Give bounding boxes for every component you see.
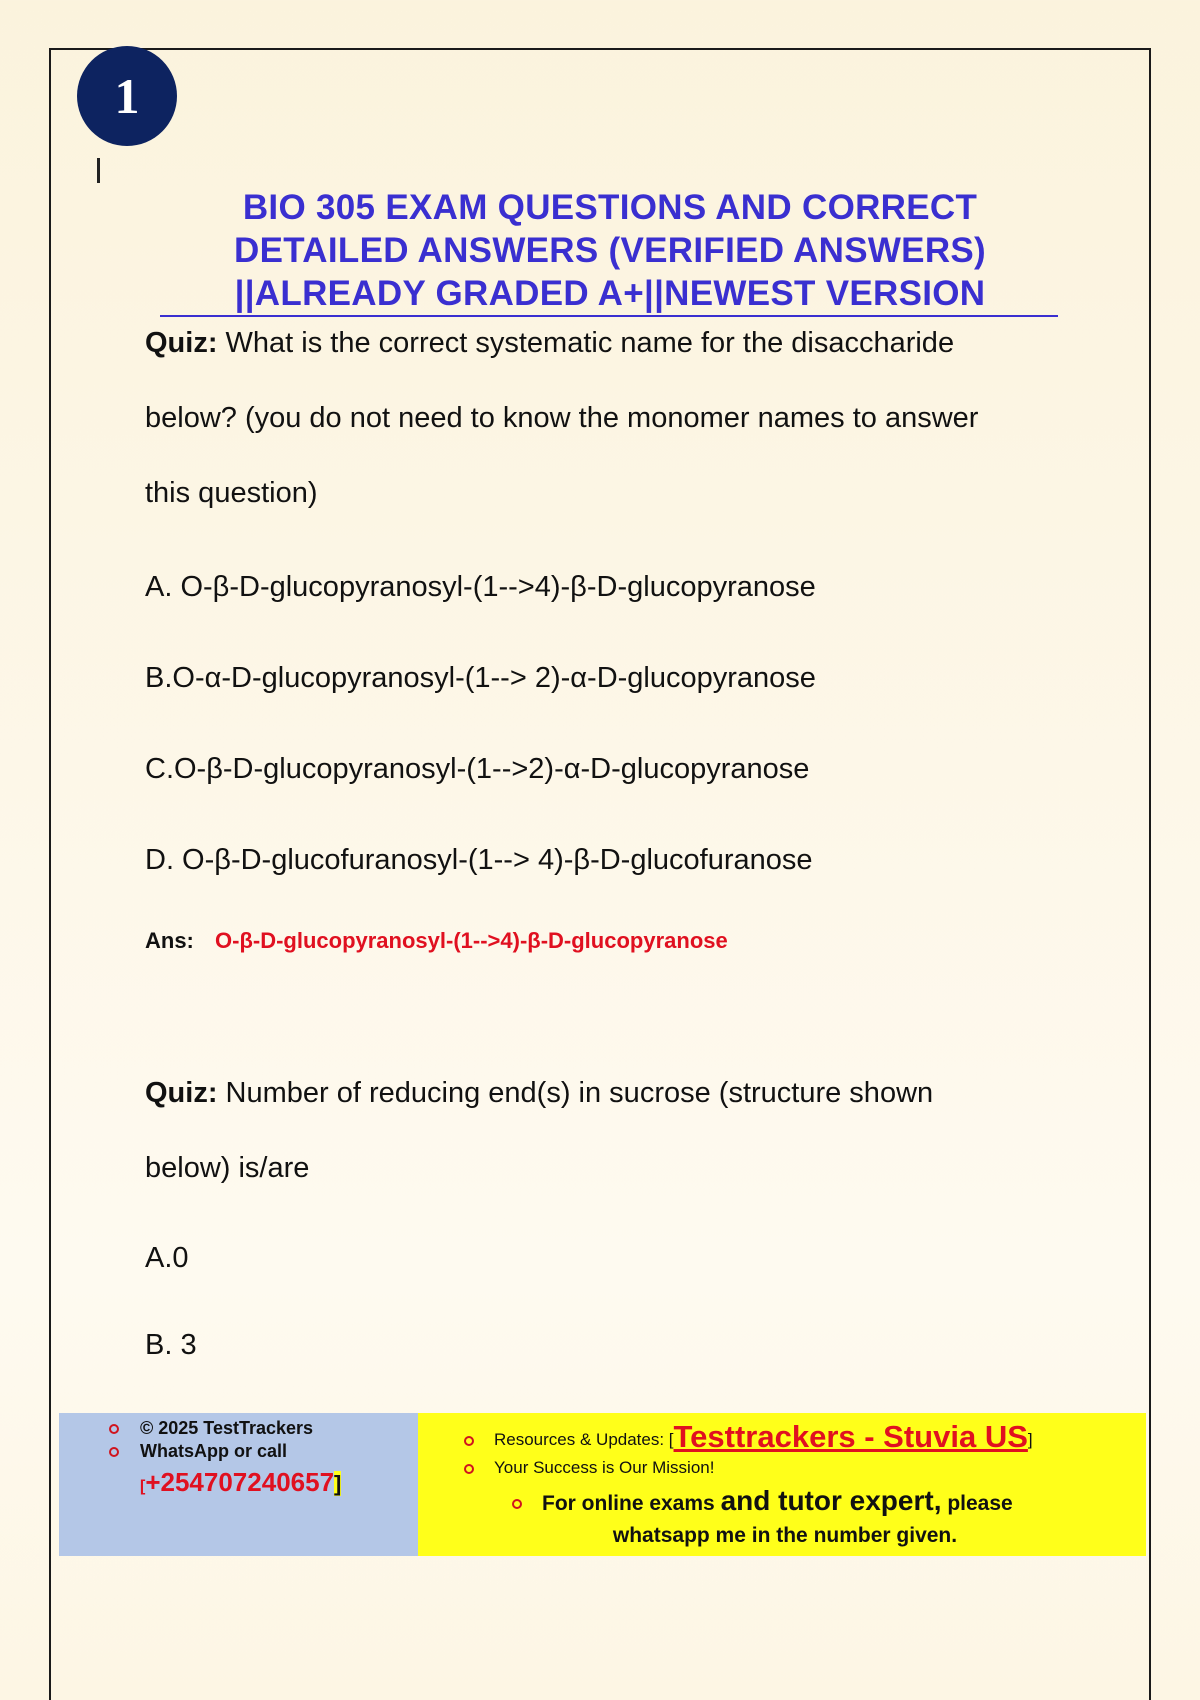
resources-link[interactable]: Testtrackers - Stuvia US	[673, 1419, 1028, 1454]
text-cursor	[97, 158, 100, 183]
question-line	[145, 318, 1045, 393]
resources-label: Resources & Updates: [	[494, 1430, 674, 1449]
title-line-1: BIO 305 EXAM QUESTIONS AND CORRECT	[242, 188, 978, 227]
bullet-icon	[109, 1447, 119, 1457]
question-text: What is the correct systematic name for the disaccharide	[217, 327, 955, 359]
footer-banner	[59, 1413, 1146, 1556]
quiz-label: Quiz:	[145, 327, 218, 359]
option-c: C.O-β-D-glucopyranosyl-(1-->2)-α-D-glucopyranose	[145, 753, 810, 785]
quiz-label: Quiz:	[145, 1077, 218, 1109]
page-number-badge	[77, 46, 177, 146]
answer-row	[145, 921, 1045, 961]
answer-value: O-β-D-glucopyranosyl-(1-->4)-β-D-glucopyranose	[215, 928, 728, 953]
promo-emphasis: and tutor expert,	[720, 1485, 942, 1516]
footer-promo	[418, 1413, 1146, 1556]
bracket: ]	[334, 1471, 342, 1496]
question-text: Number of reducing end(s) in sucrose (structure shown	[217, 1077, 934, 1109]
footer-contact	[59, 1413, 418, 1556]
resources-row	[464, 1419, 1146, 1454]
option-d: D. O-β-D-glucofuranosyl-(1--> 4)-β-D-glucofuranose	[145, 844, 813, 876]
bullet-icon	[464, 1436, 474, 1446]
title-underline	[160, 315, 1058, 317]
phone-number[interactable]	[107, 1463, 418, 1506]
page-number: 1	[114, 68, 140, 124]
bracket: [	[140, 1478, 146, 1495]
title-line-3: ||ALREADY GRADED A+||NEWEST VERSION	[234, 274, 986, 313]
document-title	[160, 186, 1060, 315]
bracket: ]	[1027, 1430, 1033, 1449]
copyright-row	[107, 1417, 418, 1440]
bullet-icon	[512, 1499, 522, 1509]
question-line	[145, 1068, 1045, 1143]
promo-row	[464, 1484, 1146, 1521]
question-line: below? (you do not need to know the monomer names to answer	[145, 402, 979, 434]
promo-text: For online exams	[542, 1492, 721, 1515]
promo-line-2: whatsapp me in the number given.	[612, 1524, 958, 1547]
question-line: this question)	[145, 477, 318, 509]
copyright-text: © 2025 TestTrackers	[140, 1418, 314, 1438]
contact-text: WhatsApp or call	[140, 1441, 288, 1461]
quiz-1	[145, 318, 1045, 961]
mission-text: Your Success is Our Mission!	[494, 1458, 715, 1477]
option-b: B.O-α-D-glucopyranosyl-(1--> 2)-α-D-glucopyranose	[145, 662, 816, 694]
quiz-2	[145, 1068, 1045, 1406]
question-line: below) is/are	[145, 1152, 310, 1184]
phone-text[interactable]: +254707240657	[145, 1467, 335, 1497]
option-b: B. 3	[145, 1329, 197, 1361]
bullet-icon	[464, 1464, 474, 1474]
promo-text: please	[941, 1492, 1013, 1515]
mission-row	[464, 1454, 1146, 1482]
title-line-2: DETAILED ANSWERS (VERIFIED ANSWERS)	[234, 231, 986, 270]
option-a: A. O-β-D-glucopyranosyl-(1-->4)-β-D-glucopyranose	[145, 571, 816, 603]
option-a: A.0	[145, 1242, 189, 1274]
bullet-icon	[109, 1424, 119, 1434]
contact-row	[107, 1440, 418, 1463]
answer-label: Ans:	[145, 928, 194, 953]
